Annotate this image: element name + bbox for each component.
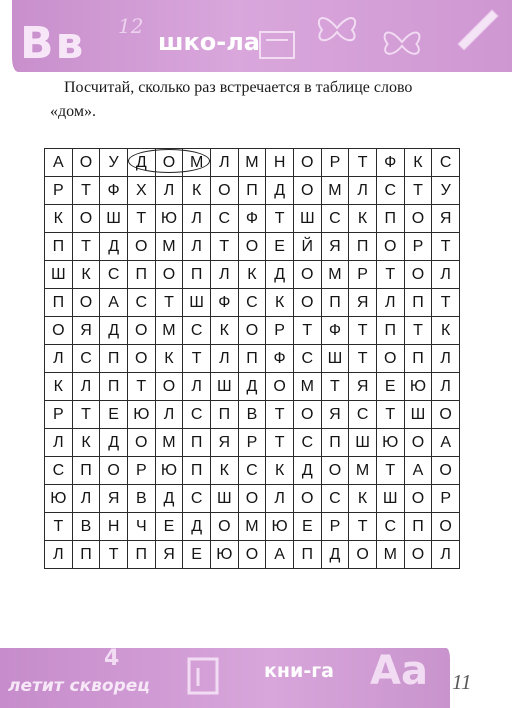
grid-cell: О	[404, 485, 432, 513]
grid-cell: Л	[155, 177, 183, 205]
grid-cell: Х	[127, 177, 155, 205]
grid-cell: А	[404, 457, 432, 485]
grid-cell: Ч	[127, 513, 155, 541]
grid-cell: О	[72, 205, 100, 233]
grid-cell: Я	[432, 205, 460, 233]
grid-cell: Т	[183, 345, 211, 373]
grid-cell: О	[266, 373, 294, 401]
banner-number: 12	[118, 14, 144, 38]
grid-cell: П	[376, 317, 404, 345]
footer-number: 4	[104, 648, 120, 671]
grid-cell: Л	[432, 373, 460, 401]
grid-cell: К	[45, 373, 73, 401]
grid-cell: О	[404, 261, 432, 289]
grid-cell: Ф	[210, 289, 238, 317]
grid-cell: Ф	[321, 317, 349, 345]
grid-cell: Д	[100, 233, 128, 261]
grid-cell: Т	[349, 513, 377, 541]
grid-cell: Т	[404, 177, 432, 205]
grid-cell: Е	[100, 401, 128, 429]
grid-cell: Л	[210, 345, 238, 373]
grid-cell: О	[293, 177, 321, 205]
grid-cell: Ю	[376, 429, 404, 457]
grid-cell: Р	[432, 485, 460, 513]
grid-cell: М	[155, 429, 183, 457]
grid-cell: Ф	[376, 149, 404, 177]
grid-cell: Я	[349, 373, 377, 401]
grid-cell: О	[155, 149, 183, 177]
grid-cell: Д	[238, 373, 266, 401]
grid-cell: О	[293, 149, 321, 177]
grid-cell: Л	[183, 233, 211, 261]
grid-cell: С	[183, 485, 211, 513]
letter-grid	[44, 148, 460, 569]
grid-cell: С	[293, 429, 321, 457]
grid-cell: Л	[45, 541, 73, 569]
grid-cell: Л	[72, 373, 100, 401]
grid-cell: П	[238, 177, 266, 205]
grid-cell: О	[349, 541, 377, 569]
grid-cell: Т	[266, 429, 294, 457]
grid-cell: Ш	[293, 205, 321, 233]
grid-cell: Т	[376, 457, 404, 485]
grid-cell: С	[376, 513, 404, 541]
grid-cell: Т	[432, 289, 460, 317]
grid-cell: П	[72, 457, 100, 485]
grid-cell: П	[100, 373, 128, 401]
grid-cell: О	[404, 541, 432, 569]
grid-cell: Ш	[210, 485, 238, 513]
grid-cell: А	[266, 541, 294, 569]
grid-cell: Т	[349, 345, 377, 373]
grid-cell: Ш	[45, 261, 73, 289]
grid-cell: П	[100, 345, 128, 373]
grid-cell: К	[210, 317, 238, 345]
grid-cell: Ш	[210, 373, 238, 401]
grid-cell: С	[183, 317, 211, 345]
grid-cell: П	[376, 205, 404, 233]
grid-cell: А	[432, 429, 460, 457]
grid-row	[45, 149, 460, 177]
grid-cell: Р	[238, 429, 266, 457]
grid-cell: О	[127, 233, 155, 261]
grid-cell: Ш	[349, 429, 377, 457]
header-banner	[12, 0, 512, 72]
grid-cell: Я	[155, 541, 183, 569]
grid-cell: Ю	[266, 513, 294, 541]
grid-cell: Д	[100, 317, 128, 345]
banner-word: шко-ла	[158, 28, 260, 56]
grid-row	[45, 373, 460, 401]
grid-cell: Ю	[127, 401, 155, 429]
grid-cell: О	[404, 429, 432, 457]
grid-cell: В	[127, 485, 155, 513]
grid-cell: Р	[266, 317, 294, 345]
grid-cell: Т	[349, 149, 377, 177]
grid-row	[45, 233, 460, 261]
grid-row	[45, 345, 460, 373]
grid-cell: Ю	[404, 373, 432, 401]
grid-cell: Т	[376, 401, 404, 429]
grid-cell: Т	[349, 317, 377, 345]
grid-cell: О	[376, 233, 404, 261]
grid-cell: О	[210, 177, 238, 205]
grid-cell: П	[321, 429, 349, 457]
butterfly-icon	[312, 6, 362, 50]
grid-cell: Н	[266, 149, 294, 177]
grid-cell: Л	[432, 541, 460, 569]
grid-cell: Е	[183, 541, 211, 569]
grid-cell: Л	[432, 261, 460, 289]
grid-cell: О	[127, 317, 155, 345]
grid-cell: Я	[100, 485, 128, 513]
grid-cell: К	[266, 457, 294, 485]
footer-letters: Аа	[370, 648, 428, 694]
grid-cell: Ф	[238, 205, 266, 233]
grid-cell: Я	[210, 429, 238, 457]
grid-cell: Ф	[100, 177, 128, 205]
grid-cell: К	[72, 429, 100, 457]
grid-cell: Т	[266, 205, 294, 233]
grid-cell: Ш	[404, 401, 432, 429]
grid-cell: Р	[45, 177, 73, 205]
grid-cell: К	[349, 485, 377, 513]
grid-row	[45, 401, 460, 429]
book-icon	[186, 656, 222, 696]
grid-cell: П	[238, 345, 266, 373]
grid-cell: Д	[266, 177, 294, 205]
grid-cell: Ю	[210, 541, 238, 569]
grid-cell: Ш	[100, 205, 128, 233]
grid-cell: Т	[404, 317, 432, 345]
grid-cell: О	[238, 541, 266, 569]
grid-row	[45, 541, 460, 569]
footer-word: кни-га	[264, 660, 334, 682]
grid-cell: Л	[183, 205, 211, 233]
banner-letters: Вв	[20, 18, 86, 69]
grid-cell: М	[376, 541, 404, 569]
grid-cell: О	[432, 513, 460, 541]
grid-cell: Е	[155, 513, 183, 541]
grid-cell: М	[183, 149, 211, 177]
grid-cell: С	[238, 457, 266, 485]
grid-cell: П	[72, 541, 100, 569]
grid-cell: Т	[266, 401, 294, 429]
grid-cell: С	[349, 401, 377, 429]
grid-cell: Ю	[45, 485, 73, 513]
grid-cell: Т	[127, 205, 155, 233]
grid-cell: М	[238, 149, 266, 177]
grid-cell: Т	[293, 317, 321, 345]
grid-cell: Л	[210, 261, 238, 289]
grid-row	[45, 513, 460, 541]
grid-cell: Ш	[321, 345, 349, 373]
grid-cell: О	[238, 233, 266, 261]
grid-row	[45, 177, 460, 205]
grid-cell: Я	[349, 289, 377, 317]
grid-cell: Т	[72, 233, 100, 261]
grid-cell: Р	[404, 233, 432, 261]
grid-cell: П	[293, 541, 321, 569]
grid-cell: С	[238, 289, 266, 317]
grid-cell: А	[45, 149, 73, 177]
grid-cell: Я	[72, 317, 100, 345]
grid-cell: С	[100, 261, 128, 289]
grid-row	[45, 289, 460, 317]
grid-cell: П	[210, 401, 238, 429]
task-text	[50, 76, 480, 124]
grid-cell: П	[349, 233, 377, 261]
grid-cell: Я	[321, 401, 349, 429]
grid-cell: Р	[321, 513, 349, 541]
grid-cell: Т	[45, 513, 73, 541]
grid-cell: Л	[155, 401, 183, 429]
grid-cell: К	[45, 205, 73, 233]
grid-cell: У	[432, 177, 460, 205]
grid-cell: Д	[293, 457, 321, 485]
grid-cell: С	[432, 149, 460, 177]
grid-cell: О	[293, 485, 321, 513]
grid-cell: Т	[100, 541, 128, 569]
grid-cell: К	[238, 261, 266, 289]
grid-cell: Л	[210, 149, 238, 177]
grid-cell: М	[155, 317, 183, 345]
grid-cell: В	[238, 401, 266, 429]
grid-cell: М	[321, 261, 349, 289]
grid-row	[45, 317, 460, 345]
grid-cell: Й	[293, 233, 321, 261]
grid-cell: О	[238, 485, 266, 513]
grid-cell: Л	[432, 345, 460, 373]
pencil-icon	[452, 4, 504, 50]
grid-cell: Л	[266, 485, 294, 513]
grid-cell: Т	[155, 289, 183, 317]
grid-cell: П	[127, 261, 155, 289]
grid-cell: К	[183, 177, 211, 205]
grid-cell: С	[293, 345, 321, 373]
grid-cell: Р	[349, 261, 377, 289]
grid-cell: Д	[100, 429, 128, 457]
grid-cell: К	[266, 289, 294, 317]
grid-cell: Л	[183, 373, 211, 401]
grid-cell: К	[72, 261, 100, 289]
grid-cell: Т	[72, 401, 100, 429]
grid-cell: Ф	[266, 345, 294, 373]
calculator-icon	[258, 30, 298, 62]
grid-cell: О	[293, 401, 321, 429]
grid-cell: М	[321, 177, 349, 205]
grid-cell: Е	[376, 373, 404, 401]
grid-cell: Т	[210, 233, 238, 261]
grid-cell: Д	[321, 541, 349, 569]
grid-cell: К	[155, 345, 183, 373]
grid-cell: С	[72, 345, 100, 373]
grid-cell: Л	[376, 289, 404, 317]
grid-cell: Т	[127, 373, 155, 401]
grid-cell: Я	[321, 233, 349, 261]
grid-cell: П	[127, 541, 155, 569]
grid-cell: П	[404, 289, 432, 317]
grid-cell: О	[100, 457, 128, 485]
grid-cell: У	[100, 149, 128, 177]
grid-cell: С	[210, 205, 238, 233]
grid-cell: П	[404, 513, 432, 541]
grid-cell: П	[183, 457, 211, 485]
grid-cell: Т	[432, 233, 460, 261]
grid-cell: М	[349, 457, 377, 485]
grid-cell: О	[376, 345, 404, 373]
grid-cell: Р	[45, 401, 73, 429]
grid-cell: Е	[266, 233, 294, 261]
grid-cell: М	[155, 233, 183, 261]
grid-cell: Л	[349, 177, 377, 205]
grid-cell: О	[45, 317, 73, 345]
grid-cell: М	[293, 373, 321, 401]
grid-cell: О	[238, 317, 266, 345]
grid-row	[45, 429, 460, 457]
grid-cell: О	[72, 289, 100, 317]
highlight-oval	[128, 149, 210, 173]
grid-cell: С	[45, 457, 73, 485]
grid-cell: Д	[155, 485, 183, 513]
footer-phrase: летит скворец	[8, 676, 150, 696]
grid-cell: Л	[45, 345, 73, 373]
grid-row	[45, 485, 460, 513]
grid-cell: О	[404, 205, 432, 233]
grid-cell: Р	[321, 149, 349, 177]
grid-cell: К	[432, 317, 460, 345]
grid-cell: О	[155, 261, 183, 289]
grid-cell: К	[349, 205, 377, 233]
grid-cell: А	[100, 289, 128, 317]
grid-cell: О	[72, 149, 100, 177]
grid-cell: Ю	[155, 457, 183, 485]
grid-cell: С	[321, 485, 349, 513]
grid-cell: Т	[72, 177, 100, 205]
grid-cell: С	[321, 205, 349, 233]
grid-cell: Д	[127, 149, 155, 177]
footer-banner	[0, 648, 450, 708]
grid-cell: К	[210, 457, 238, 485]
grid-cell: О	[155, 373, 183, 401]
grid-cell: Е	[293, 513, 321, 541]
grid-cell: Л	[45, 429, 73, 457]
grid-cell: Ш	[376, 485, 404, 513]
grid-cell: О	[432, 401, 460, 429]
grid-cell: Д	[183, 513, 211, 541]
task-line-1: Посчитай, сколько раз встречается в таблице слово	[64, 79, 413, 96]
grid-cell: В	[72, 513, 100, 541]
grid-cell: П	[45, 289, 73, 317]
grid-cell: Ю	[155, 205, 183, 233]
grid-cell: С	[127, 289, 155, 317]
grid-cell: О	[127, 345, 155, 373]
grid-cell: П	[404, 345, 432, 373]
grid-row	[45, 261, 460, 289]
grid-cell: Л	[72, 485, 100, 513]
grid-cell: М	[238, 513, 266, 541]
grid-cell: О	[432, 457, 460, 485]
page-number: 11	[452, 670, 472, 694]
grid-cell: С	[376, 177, 404, 205]
grid-cell: О	[127, 429, 155, 457]
grid-cell: Т	[321, 373, 349, 401]
grid-row	[45, 457, 460, 485]
grid-cell: Т	[376, 261, 404, 289]
butterfly-icon	[378, 20, 426, 64]
task-line-2: «дом».	[50, 103, 96, 120]
grid-cell: Ш	[183, 289, 211, 317]
grid-cell: П	[183, 261, 211, 289]
grid-cell: П	[45, 233, 73, 261]
grid-cell: О	[293, 289, 321, 317]
grid-cell: К	[404, 149, 432, 177]
grid-cell: О	[321, 457, 349, 485]
grid-cell: О	[210, 513, 238, 541]
grid-cell: Р	[127, 457, 155, 485]
grid-cell: Н	[100, 513, 128, 541]
grid-row	[45, 205, 460, 233]
grid-cell: Д	[266, 261, 294, 289]
grid-cell: П	[183, 429, 211, 457]
grid-cell: О	[293, 261, 321, 289]
grid-cell: П	[321, 289, 349, 317]
grid-cell: С	[183, 401, 211, 429]
